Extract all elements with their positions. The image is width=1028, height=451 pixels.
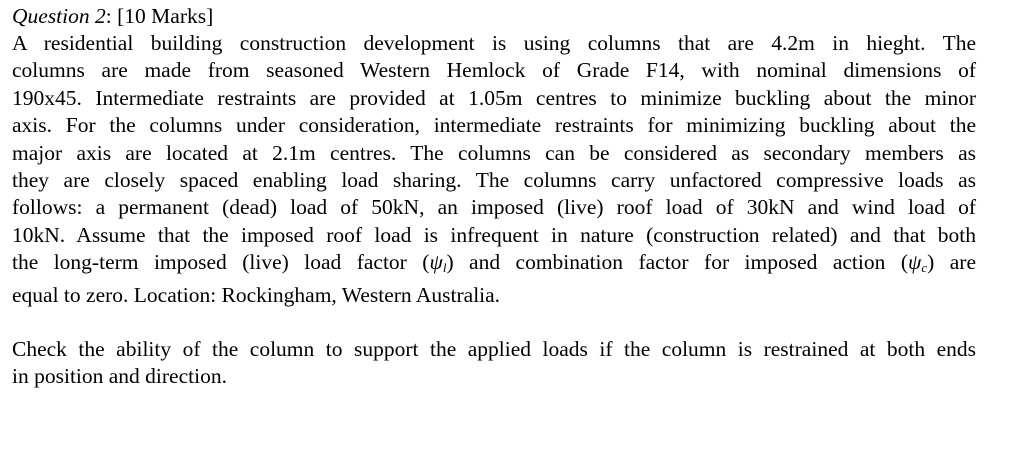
statement-line: major axis are located at 2.1m centres. The columns can be considered as secondary members as [12,140,976,165]
psi-l-symbol [429,250,446,274]
statement-line: columns are made from seasoned Western Hemlock of Grade F14, with nominal dimensions of [12,58,976,83]
factor-text-b: ) and combination factor for imposed action ( [446,250,908,275]
task-line: in position and direction. [12,364,227,389]
document [12,0,976,391]
paragraph-gap [12,309,976,336]
psi-c-symbol [908,250,927,274]
problem-statement [12,30,976,309]
psi-l-letter: ψ [429,250,443,275]
question-marks: [10 Marks] [117,4,214,28]
statement-line: they are closely spaced enabling load sharing. The columns carry unfactored compressive loads as [12,168,976,193]
psi-l-subscript: l [442,260,447,276]
psi-c-subscript: c [921,260,928,276]
statement-line-factors [12,249,976,281]
task-statement [12,336,976,391]
statement-line: axis. For the columns under consideration, intermediate restraints for minimizing buckling about the [12,113,976,138]
question-heading [12,2,976,30]
question-label: Question 2 [12,4,106,28]
factor-text-c: ) are [927,250,976,275]
task-line: Check the ability of the column to support the applied loads if the column is restrained at both ends [12,337,976,362]
statement-line: follows: a permanent (dead) load of 50kN, an imposed (live) roof load of 30kN and wind load of [12,195,976,220]
statement-line: A residential building construction development is using columns that are 4.2m in hieght. The [12,31,976,55]
factor-text-a: the long-term imposed (live) load factor ( [12,250,430,275]
psi-c-letter: ψ [908,250,922,275]
statement-line: 190x45. Intermediate restraints are provided at 1.05m centres to minimize buckling about the minor [12,85,976,110]
statement-line: equal to zero. Location: Rockingham, Western Australia. [12,282,501,307]
question-separator: : [105,4,118,28]
statement-line: 10kN. Assume that the imposed roof load is infrequent in nature (construction related) and that both [12,222,976,247]
